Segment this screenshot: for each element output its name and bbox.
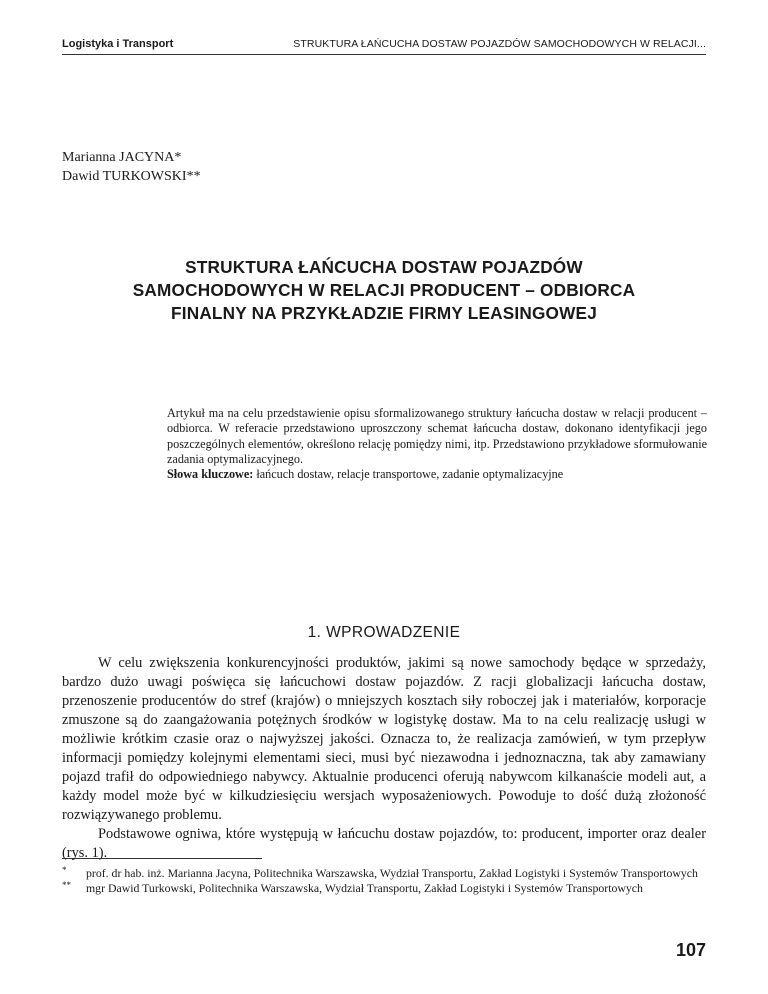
paper-title [62, 256, 706, 325]
title-line-2: SAMOCHODOWYCH W RELACJI PRODUCENT – ODBIORCA [132, 280, 636, 300]
title-line-1: STRUKTURA ŁAŃCUCHA DOSTAW POJAZDÓW [185, 257, 583, 277]
keywords-label: Słowa kluczowe: [167, 467, 254, 482]
footnote-1 [62, 866, 706, 881]
footnote-mark-1: * [62, 865, 67, 875]
body-text [62, 654, 706, 863]
footnote-rule [62, 858, 262, 859]
footnote-text-2: mgr Dawid Turkowski, Politechnika Warszawska, Wydział Transportu, Zakład Logistyki i Systemów Transportowych [86, 881, 643, 895]
section-heading: 1. WPROWADZENIE [307, 624, 461, 641]
keywords: łańcuch dostaw, relacje transportowe, zadanie optymalizacyjne [256, 467, 564, 482]
abstract [167, 406, 707, 482]
footnote-2 [62, 881, 706, 896]
authors-block [62, 148, 201, 186]
paragraph-1: W celu zwiększenia konkurencyjności produktów, jakimi są nowe samochody będące w sprzedaży, bardzo dużo uwagi poświęca się łańcuchowi dostaw pojazdów. Z racji globalizacji łańcucha dostaw, przenoszenie producentów do stref (krajów) o mniejszych kosztach siły roboczej jak i materiałów, korporacje zmuszone są do zaangażowania potężnych środków w logistykę dostaw. Ma to na celu realizację usługi w możliwie krótkim czasie oraz o najwyższej jakości. Oznacza to, że realizacja zamówień, w tym przepływ informacji pomiędzy kolejnymi elementami sieci, musi być niezawodna i jednoznaczna, tak aby zamawiany pojazd trafił do odpowiedniego nabywcy. Aktualnie producenci oferują nabywcom kilkanaście modeli aut, a każdy model może być w kilkudziesięciu wersjach wyposażeniowych. Powoduje to dość dużą złożoność rozwiązywanego problemu. [62, 655, 706, 823]
footnote-text-1: prof. dr hab. inż. Marianna Jacyna, Politechnika Warszawska, Wydział Transportu, Zakład Logistyki i Systemów Transportowych [86, 866, 698, 880]
author-1: Marianna JACYNA* [62, 150, 182, 165]
footnotes [62, 866, 706, 896]
abstract-text: Artykuł ma na celu przedstawienie opisu sformalizowanego struktury łańcucha dostaw w relacji producent – odbiorca. W referacie przedstawiono uproszczony schemat łańcucha dostaw, dokonano identyfikacji jego poszczególnych elementów, określono relację pomiędzy nimi, itp. Przedstawiono przykładowe sformułowanie zadania optymalizacyjnego. [167, 406, 707, 466]
journal-name: Logistyka i Transport [62, 38, 174, 50]
footnote-mark-2: ** [62, 880, 71, 890]
running-header [62, 36, 706, 55]
paragraph-2: Podstawowe ogniwa, które występują w łańcuchu dostaw pojazdów, to: producent, importer oraz dealer (rys. 1). [62, 826, 706, 861]
page-number: 107 [675, 940, 706, 960]
keywords-line [167, 467, 707, 482]
title-line-3: FINALNY NA PRZYKŁADZIE FIRMY LEASINGOWEJ [171, 303, 597, 323]
running-title: STRUKTURA ŁAŃCUCHA DOSTAW POJAZDÓW SAMOCHODOWYCH W RELACJI... [293, 38, 706, 50]
author-2: Dawid TURKOWSKI** [62, 169, 201, 184]
